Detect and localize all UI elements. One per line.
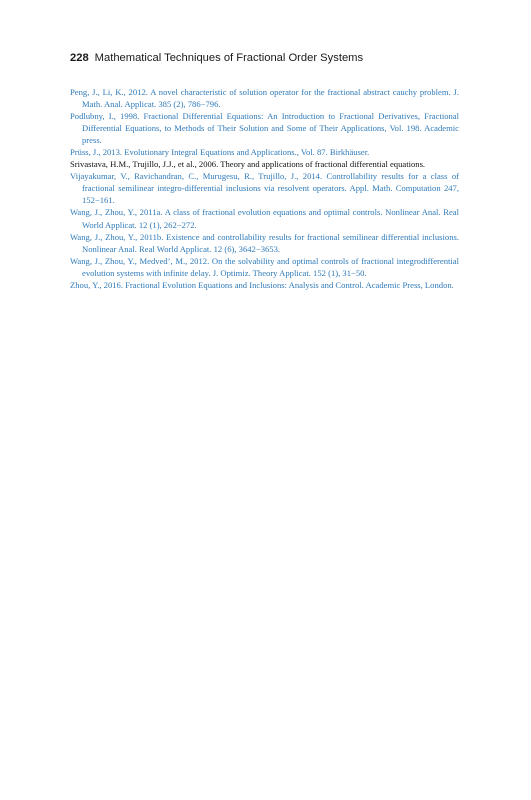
page-number: 228 [70,52,89,64]
reference-item-srivastava-2006: Srivastava, H.M., Trujillo, J.J., et al., 2006. Theory and applications of fractional differential equations. [70,159,426,170]
reference-item-wang-2012[interactable]: Wang, J., Zhou, Y., Medved’, M., 2012. On the solvability and optimal controls of fractional integrodifferential evolution systems with infinite delay. J. Optimiz. Theory Applicat. 152 (1), 31−50. [70,255,459,278]
reference-item-vijayakumar-2014[interactable]: Vijayakumar, V., Ravichandran, C., Murugesu, R., Trujillo, J., 2014. Controllability results for a class of fractional semilinear integro-differential inclusions via resolvent operators. Appl. Math. Computation 247, 152−161. [70,171,459,206]
reference-item-podlubny-1998[interactable]: Podlubny, I., 1998. Fractional Differential Equations: An Introduction to Fractional Derivatives, Fractional Differential Equations, to Methods of Their Solution and Some of Their Applications, Vol. 198. Academic press. [70,111,459,146]
reference-item-wang-2011a[interactable]: Wang, J., Zhou, Y., 2011a. A class of fractional evolution equations and optimal controls. Nonlinear Anal. Real World Applicat. 12 (1), 262−272. [70,207,459,230]
reference-item-pruss-2013[interactable]: Prüss, J., 2013. Evolutionary Integral Equations and Applications., Vol. 87. Birkhäuser. [70,147,370,158]
book-title: Mathematical Techniques of Fractional Order Systems [94,52,364,64]
reference-item-zhou-2016[interactable]: Zhou, Y., 2016. Fractional Evolution Equations and Inclusions: Analysis and Control. Academic Press, London. [70,279,454,290]
reference-item-peng-2012[interactable]: Peng, J., Li, K., 2012. A novel characteristic of solution operator for the fractional abstract cauchy problem. J. Math. Anal. Applicat. 385 (2), 786−796. [70,87,459,110]
reference-list [70,86,459,291]
running-header [70,52,363,64]
reference-item-wang-2011b[interactable]: Wang, J., Zhou, Y., 2011b. Existence and controllability results for fractional semilinear differential inclusions. Nonlinear Anal. Real World Applicat. 12 (6), 3642−3653. [70,231,459,254]
